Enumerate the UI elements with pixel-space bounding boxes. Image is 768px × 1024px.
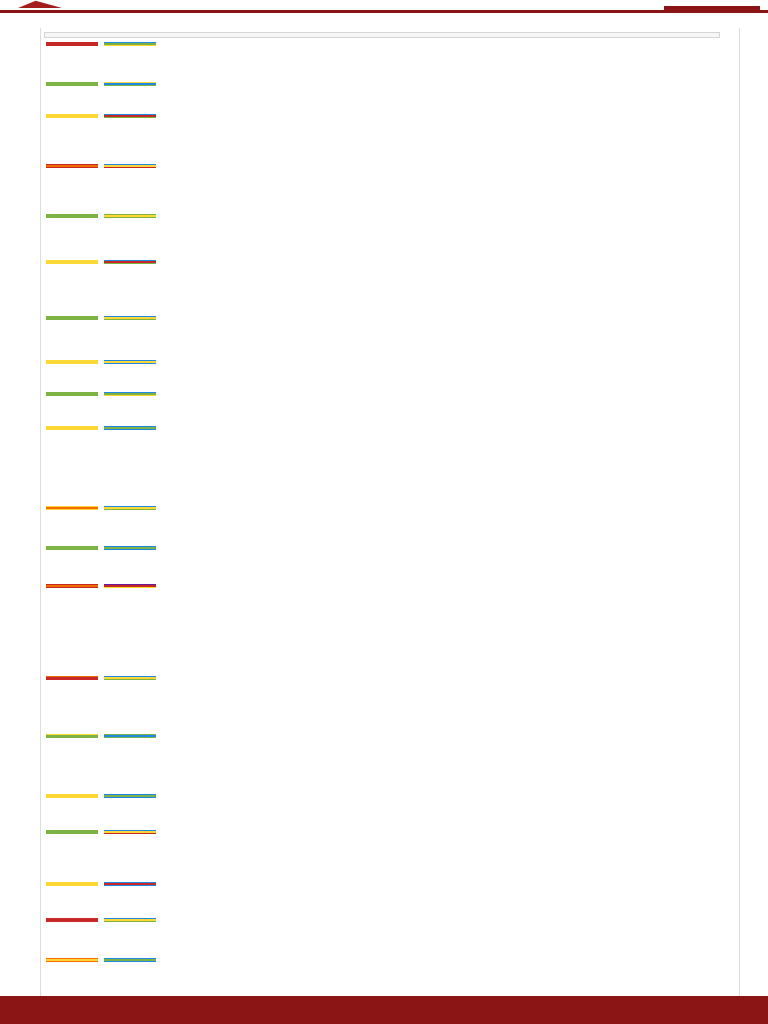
entry-body (46, 171, 718, 209)
news-entry (46, 582, 720, 672)
news-entry (46, 162, 720, 210)
entry-title-link[interactable] (182, 258, 682, 266)
flag-icon (46, 42, 98, 46)
page-footer (0, 996, 768, 1024)
entry-body (46, 837, 718, 877)
entry-body (46, 49, 718, 77)
flag-icon (46, 794, 98, 798)
flag-icon (104, 426, 156, 430)
entry-flags (46, 506, 156, 510)
flag-icon (104, 546, 156, 550)
flag-icon (46, 82, 98, 86)
site-logo-icon[interactable] (18, 0, 62, 8)
entry-title-link[interactable] (182, 358, 682, 366)
entry-title-link[interactable] (182, 424, 682, 432)
flag-icon (46, 882, 98, 886)
flag-icon (104, 794, 156, 798)
flag-icon (104, 676, 156, 680)
flag-icon (46, 214, 98, 218)
entry-title-link[interactable] (182, 504, 682, 512)
entry-flags (46, 676, 156, 680)
flag-icon (46, 506, 98, 510)
flag-icon (46, 164, 98, 168)
news-entry (46, 504, 720, 542)
flag-icon (104, 958, 156, 962)
flag-icon (46, 114, 98, 118)
entry-title-link[interactable] (182, 40, 682, 48)
entry-flags (46, 316, 156, 320)
entry-flags (46, 214, 156, 218)
flag-icon (46, 392, 98, 396)
news-entry (46, 828, 720, 878)
entry-title-link[interactable] (182, 162, 682, 170)
entry-title-link[interactable] (182, 880, 682, 888)
entry-title-link[interactable] (182, 212, 682, 220)
nav-bar (44, 32, 720, 38)
flag-icon (46, 426, 98, 430)
entry-flags (46, 114, 156, 118)
entry-flags (46, 882, 156, 886)
entry-title-link[interactable] (182, 792, 682, 800)
news-entry (46, 40, 720, 78)
flag-icon (46, 546, 98, 550)
news-entry (46, 80, 720, 110)
flag-icon (46, 958, 98, 962)
entry-body (46, 889, 718, 913)
flag-icon (46, 830, 98, 834)
entry-title-link[interactable] (182, 916, 682, 924)
entry-body (46, 89, 718, 109)
flag-icon (46, 584, 98, 588)
entry-title-link[interactable] (182, 828, 682, 836)
flag-icon (46, 918, 98, 922)
flag-icon (104, 506, 156, 510)
entry-flags (46, 958, 156, 962)
news-entry (46, 674, 720, 730)
entry-body (46, 267, 718, 311)
entry-body (46, 925, 718, 953)
news-entry (46, 880, 720, 914)
news-entry (46, 544, 720, 580)
news-entry (46, 424, 720, 502)
entry-body (46, 683, 718, 729)
news-entry (46, 792, 720, 826)
entry-flags (46, 426, 156, 430)
flag-icon (104, 360, 156, 364)
entry-body (46, 121, 718, 159)
entry-title-link[interactable] (182, 732, 682, 740)
flag-icon (104, 830, 156, 834)
flag-icon (46, 360, 98, 364)
flag-icon (104, 734, 156, 738)
entry-body (46, 399, 718, 421)
entry-title-link[interactable] (182, 956, 682, 964)
entry-flags (46, 794, 156, 798)
entry-title-link[interactable] (182, 674, 682, 682)
entry-flags (46, 734, 156, 738)
entry-title-link[interactable] (182, 80, 682, 88)
flag-icon (104, 164, 156, 168)
entry-title-link[interactable] (182, 544, 682, 552)
top-right-button[interactable] (664, 6, 760, 12)
flag-icon (104, 316, 156, 320)
header-rule (0, 10, 768, 13)
entry-title-link[interactable] (182, 582, 682, 590)
news-entry (46, 358, 720, 388)
entry-flags (46, 260, 156, 264)
flag-icon (104, 882, 156, 886)
entry-body (46, 367, 718, 387)
entry-body (46, 965, 718, 995)
entry-flags (46, 584, 156, 588)
news-entry (46, 314, 720, 356)
entry-flags (46, 164, 156, 168)
entry-body (46, 741, 718, 789)
flag-icon (104, 42, 156, 46)
news-entry (46, 956, 720, 996)
flag-icon (104, 260, 156, 264)
news-entry (46, 916, 720, 954)
news-entry (46, 212, 720, 256)
news-entry (46, 732, 720, 790)
flag-icon (104, 918, 156, 922)
entry-body (46, 513, 718, 541)
news-entry (46, 390, 720, 422)
entry-body (46, 801, 718, 825)
entry-flags (46, 42, 156, 46)
entry-title-link[interactable] (182, 112, 682, 120)
entry-title-link[interactable] (182, 390, 682, 398)
news-entry (46, 258, 720, 312)
entry-flags (46, 546, 156, 550)
page-headline (48, 14, 720, 32)
entry-title-link[interactable] (182, 314, 682, 322)
flag-icon (104, 392, 156, 396)
flag-icon (46, 316, 98, 320)
entry-body (46, 221, 718, 255)
entry-body (46, 433, 718, 501)
flag-icon (104, 82, 156, 86)
flag-icon (46, 260, 98, 264)
entry-body (46, 323, 718, 355)
entry-flags (46, 82, 156, 86)
flag-icon (104, 114, 156, 118)
entry-body (46, 591, 718, 671)
entry-flags (46, 360, 156, 364)
entry-flags (46, 830, 156, 834)
news-entry (46, 112, 720, 160)
entry-body (46, 553, 718, 579)
flag-icon (46, 676, 98, 680)
entry-flags (46, 392, 156, 396)
flag-icon (104, 584, 156, 588)
flag-icon (104, 214, 156, 218)
flag-icon (46, 734, 98, 738)
entry-flags (46, 918, 156, 922)
